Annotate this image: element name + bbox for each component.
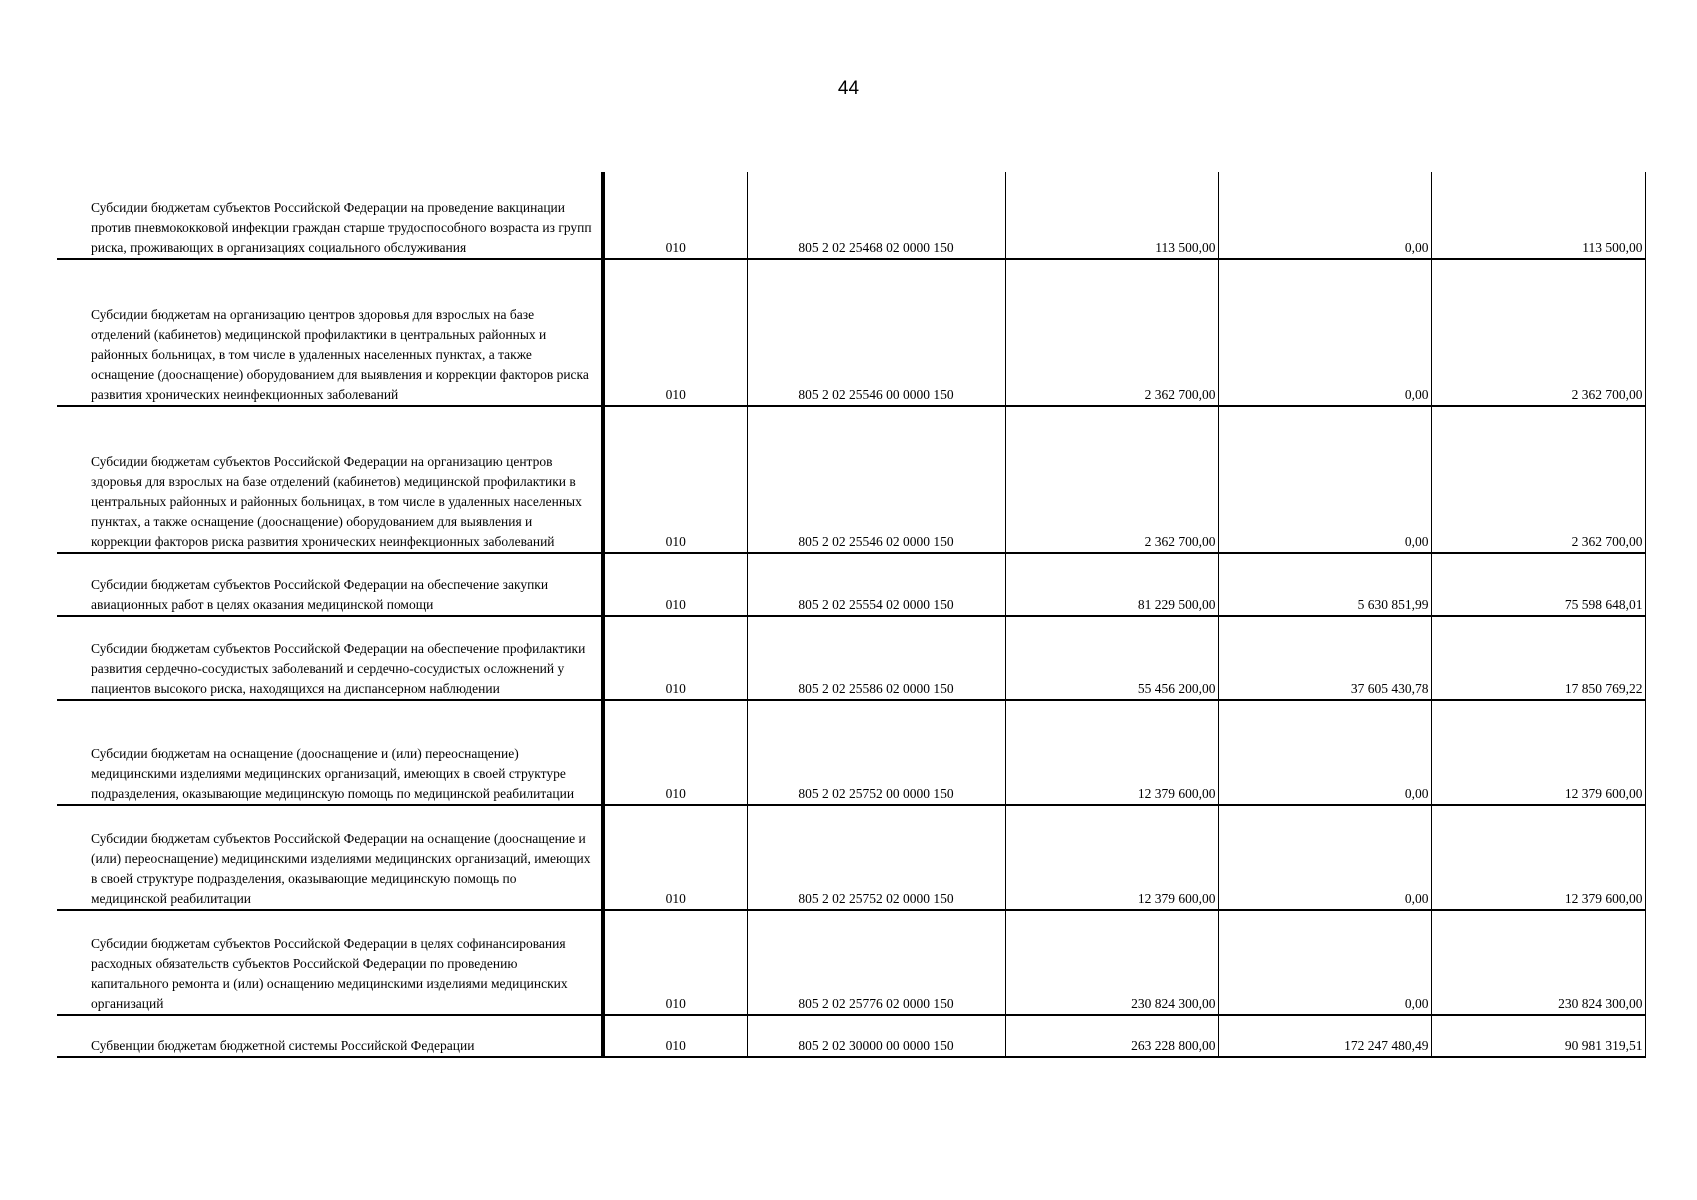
row-name: Субсидии бюджетам субъектов Российской Федерации на проведение вакцинации против пневмококковой инфекции граждан старше трудоспособного возраста из групп риска, проживающих в организациях социального обслуживания bbox=[57, 172, 603, 259]
row-line-code: 010 bbox=[603, 700, 747, 805]
row-name: Субсидии бюджетам субъектов Российской Федерации в целях софинансирования расходных обязательств субъектов Российской Федерации по проведению капитального ремонта и (или) оснащению медицинскими изделиями медицинских организаций bbox=[57, 910, 603, 1015]
row-approved: 2 362 700,00 bbox=[1005, 406, 1218, 553]
row-unexecuted: 90 981 319,51 bbox=[1431, 1015, 1645, 1057]
row-name: Субсидии бюджетам на оснащение (дооснащение и (или) переоснащение) медицинскими изделиями медицинских организаций, имеющих в своей структуре подразделения, оказывающие медицинскую помощь по медицинской реабилитации bbox=[57, 700, 603, 805]
row-line-code: 010 bbox=[603, 406, 747, 553]
table-row bbox=[57, 910, 1645, 1015]
row-unexecuted: 12 379 600,00 bbox=[1431, 700, 1645, 805]
page-number: 44 bbox=[837, 78, 860, 99]
row-executed: 0,00 bbox=[1218, 700, 1431, 805]
row-executed: 172 247 480,49 bbox=[1218, 1015, 1431, 1057]
row-unexecuted: 12 379 600,00 bbox=[1431, 805, 1645, 910]
row-line-code: 010 bbox=[603, 616, 747, 700]
table-row bbox=[57, 1015, 1645, 1057]
row-kbk: 805 2 02 25554 02 0000 150 bbox=[747, 553, 1005, 616]
row-approved: 113 500,00 bbox=[1005, 172, 1218, 259]
row-executed: 0,00 bbox=[1218, 259, 1431, 406]
row-approved: 263 228 800,00 bbox=[1005, 1015, 1218, 1057]
row-kbk: 805 2 02 25546 00 0000 150 bbox=[747, 259, 1005, 406]
budget-table bbox=[57, 172, 1646, 1058]
row-executed: 5 630 851,99 bbox=[1218, 553, 1431, 616]
row-line-code: 010 bbox=[603, 553, 747, 616]
table-body bbox=[57, 172, 1645, 1057]
row-name: Субсидии бюджетам субъектов Российской Федерации на оснащение (дооснащение и (или) переоснащение) медицинскими изделиями медицинских организаций, имеющих в своей структуре подразделения, оказывающие медицинскую помощь по медицинской реабилитации bbox=[57, 805, 603, 910]
table-row bbox=[57, 700, 1645, 805]
row-kbk: 805 2 02 25586 02 0000 150 bbox=[747, 616, 1005, 700]
row-executed: 37 605 430,78 bbox=[1218, 616, 1431, 700]
row-approved: 12 379 600,00 bbox=[1005, 805, 1218, 910]
row-unexecuted: 17 850 769,22 bbox=[1431, 616, 1645, 700]
row-unexecuted: 113 500,00 bbox=[1431, 172, 1645, 259]
table-row bbox=[57, 805, 1645, 910]
table-row bbox=[57, 406, 1645, 553]
row-approved: 230 824 300,00 bbox=[1005, 910, 1218, 1015]
row-approved: 2 362 700,00 bbox=[1005, 259, 1218, 406]
row-line-code: 010 bbox=[603, 1015, 747, 1057]
row-line-code: 010 bbox=[603, 910, 747, 1015]
row-executed: 0,00 bbox=[1218, 805, 1431, 910]
table-row bbox=[57, 259, 1645, 406]
row-kbk: 805 2 02 25776 02 0000 150 bbox=[747, 910, 1005, 1015]
row-executed: 0,00 bbox=[1218, 172, 1431, 259]
row-kbk: 805 2 02 25752 02 0000 150 bbox=[747, 805, 1005, 910]
row-line-code: 010 bbox=[603, 259, 747, 406]
row-executed: 0,00 bbox=[1218, 910, 1431, 1015]
row-line-code: 010 bbox=[603, 172, 747, 259]
row-unexecuted: 230 824 300,00 bbox=[1431, 910, 1645, 1015]
table-row bbox=[57, 616, 1645, 700]
row-name: Субсидии бюджетам субъектов Российской Федерации на организацию центров здоровья для взрослых на базе отделений (кабинетов) медицинской профилактики в центральных районных и районных больницах, в том числе в удаленных населенных пунктах, а также оснащение (дооснащение) оборудованием для выявления и коррекции факторов риска развития хронических неинфекционных заболеваний bbox=[57, 406, 603, 553]
row-name: Субвенции бюджетам бюджетной системы Российской Федерации bbox=[57, 1015, 603, 1057]
row-executed: 0,00 bbox=[1218, 406, 1431, 553]
row-unexecuted: 2 362 700,00 bbox=[1431, 259, 1645, 406]
row-line-code: 010 bbox=[603, 805, 747, 910]
row-name: Субсидии бюджетам на организацию центров здоровья для взрослых на базе отделений (кабинетов) медицинской профилактики в центральных районных и районных больницах, в том числе в удаленных населенных пунктах, а также оснащение (дооснащение) оборудованием для выявления и коррекции факторов риска развития хронических неинфекционных заболеваний bbox=[57, 259, 603, 406]
row-kbk: 805 2 02 25468 02 0000 150 bbox=[747, 172, 1005, 259]
table-row bbox=[57, 553, 1645, 616]
row-kbk: 805 2 02 30000 00 0000 150 bbox=[747, 1015, 1005, 1057]
row-name: Субсидии бюджетам субъектов Российской Федерации на обеспечение профилактики развития сердечно-сосудистых заболеваний и сердечно-сосудистых осложнений у пациентов высокого риска, находящихся на диспансерном наблюдении bbox=[57, 616, 603, 700]
table-row bbox=[57, 172, 1645, 259]
row-approved: 12 379 600,00 bbox=[1005, 700, 1218, 805]
row-approved: 55 456 200,00 bbox=[1005, 616, 1218, 700]
row-kbk: 805 2 02 25752 00 0000 150 bbox=[747, 700, 1005, 805]
row-name: Субсидии бюджетам субъектов Российской Федерации на обеспечение закупки авиационных работ в целях оказания медицинской помощи bbox=[57, 553, 603, 616]
row-unexecuted: 2 362 700,00 bbox=[1431, 406, 1645, 553]
row-approved: 81 229 500,00 bbox=[1005, 553, 1218, 616]
row-kbk: 805 2 02 25546 02 0000 150 bbox=[747, 406, 1005, 553]
row-unexecuted: 75 598 648,01 bbox=[1431, 553, 1645, 616]
